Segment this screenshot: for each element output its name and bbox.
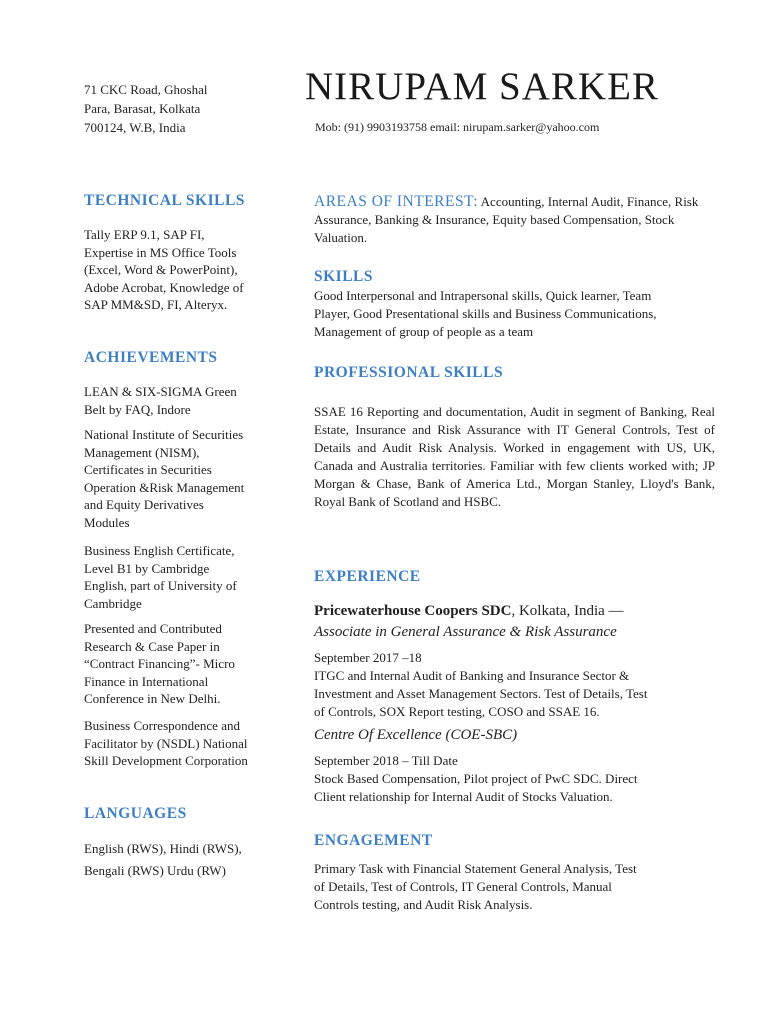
achievement-line: Research & Case Paper in	[84, 638, 220, 654]
achievement-line: Level B1 by Cambridge	[84, 560, 210, 576]
language-line: Bengali (RWS) Urdu (RW)	[84, 863, 226, 878]
entry-line: Stock Based Compensation, Pilot project of PwC SDC. Direct	[314, 771, 638, 786]
entry-date: September 2018 – Till Date	[314, 753, 458, 768]
technical-skills-text	[84, 226, 284, 314]
professional-skills-paragraph: SSAE 16 Reporting and documentation, Audit in segment of Banking, Real Estate, Insurance and Risk Assurance with IT General Controls, Test of Details and Audit Risk Analysis. Worked in engagement with US, UK, Canada and Australia territories. Familiar with few clients worked with; JP Morgan & Chase, Bank of America Ltd., Morgan Stanley, Lloyd's Bank, Royal Bank of Scotland and HSBC.	[314, 404, 715, 509]
skills-section	[314, 268, 373, 286]
professional-skills-section	[314, 364, 503, 382]
areas-of-interest-heading: AREAS OF INTEREST:	[314, 193, 479, 210]
achievement-item	[84, 717, 284, 770]
languages-section	[84, 805, 187, 823]
engagement-section	[314, 832, 433, 850]
achievement-item	[84, 383, 284, 418]
address-line: Para, Barasat, Kolkata	[84, 101, 201, 116]
achievement-item	[84, 620, 284, 708]
achievement-line: Finance in International	[84, 673, 209, 689]
achievement-line: National Institute of Securities	[84, 427, 244, 442]
unit-name: Centre Of Excellence (COE-SBC)	[314, 727, 518, 743]
languages-text	[84, 838, 284, 882]
achievement-item	[84, 542, 284, 612]
experience-entry	[314, 649, 715, 721]
experience-employer	[314, 601, 715, 643]
candidate-name: NIRUPAM SARKER	[305, 65, 659, 108]
entry-line: of Controls, SOX Report testing, COSO and SSAE 16.	[314, 704, 600, 719]
achievement-line: Operation &Risk Management	[84, 479, 245, 495]
address-line: 700124, W.B, India	[84, 120, 186, 135]
languages-heading: LANGUAGES	[84, 805, 187, 822]
achievement-line: Facilitator by (NSDL) National	[84, 735, 248, 751]
achievement-line: Presented and Contributed	[84, 621, 222, 636]
achievement-line: and Equity Derivatives	[84, 497, 204, 512]
achievements-section	[84, 349, 217, 367]
achievement-line: Modules	[84, 514, 130, 530]
engagement-line: Primary Task with Financial Statement General Analysis, Test	[314, 861, 637, 876]
achievement-line: Certificates in Securities	[84, 462, 212, 477]
achievement-line: “Contract Financing”- Micro	[84, 656, 235, 671]
achievement-item	[84, 426, 284, 531]
technical-skills-section	[84, 192, 245, 210]
entry-line: ITGC and Internal Audit of Banking and Insurance Sector &	[314, 668, 630, 683]
job-role: Associate in General Assurance & Risk Assurance	[314, 624, 617, 640]
areas-of-interest-section	[314, 193, 715, 247]
entry-line: Investment and Asset Management Sectors. Test of Details, Test	[314, 686, 648, 701]
professional-skills-text	[314, 403, 715, 511]
achievement-line: Cambridge	[84, 595, 142, 611]
experience-unit	[314, 726, 715, 744]
skills-line: Good Interpersonal and Intrapersonal skills, Quick learner, Team	[314, 288, 652, 303]
achievement-line: Business Correspondence and	[84, 718, 240, 733]
engagement-line: of Details, Test of Controls, IT General Controls, Manual	[314, 879, 612, 894]
entry-line: Client relationship for Internal Audit of Stocks Valuation.	[314, 789, 613, 804]
skills-line: Player, Good Presentational skills and Business Communications,	[314, 306, 657, 321]
achievement-line: Management (NISM),	[84, 444, 200, 460]
tech-skill-line: Expertise in MS Office Tools	[84, 244, 237, 260]
tech-skill-line: Adobe Acrobat, Knowledge of	[84, 279, 244, 295]
professional-skills-heading: PROFESSIONAL SKILLS	[314, 364, 504, 381]
achievement-line: Conference in New Delhi.	[84, 691, 221, 706]
company-name: Pricewaterhouse Coopers SDC	[314, 603, 512, 619]
engagement-line: Controls testing, and Audit Risk Analysis.	[314, 897, 533, 912]
skills-line: Management of group of people as a team	[314, 324, 534, 339]
achievement-line: LEAN & SIX-SIGMA Green	[84, 384, 237, 399]
tech-skill-line: SAP MM&SD, FI, Alteryx.	[84, 297, 228, 312]
language-line: English (RWS), Hindi (RWS),	[84, 841, 242, 856]
achievements-heading: ACHIEVEMENTS	[84, 349, 218, 366]
contact-info: Mob: (91) 9903193758 email: nirupam.sarker@yahoo.com	[315, 120, 600, 134]
tech-skill-line: Tally ERP 9.1, SAP FI,	[84, 227, 205, 242]
engagement-text	[314, 860, 715, 914]
entry-date: September 2017 –18	[314, 650, 422, 665]
areas-of-interest-text: Accounting, Internal Audit, Finance, Risk Assurance, Banking & Insurance, Equity based Compensation, Stock Valuation.	[314, 194, 699, 245]
achievement-line: English, part of University of	[84, 578, 237, 593]
address-line: 71 CKC Road, Ghoshal	[84, 82, 208, 97]
achievement-line: Belt by FAQ, Indore	[84, 401, 191, 417]
technical-skills-heading: TECHNICAL SKILLS	[84, 192, 245, 209]
experience-section	[314, 568, 421, 586]
tech-skill-line: (Excel, Word & PowerPoint),	[84, 262, 238, 277]
skills-text	[314, 287, 734, 341]
experience-entry	[314, 752, 715, 806]
address-block	[84, 80, 274, 137]
achievement-line: Business English Certificate,	[84, 543, 235, 558]
achievement-line: Skill Development Corporation	[84, 753, 248, 768]
experience-heading: EXPERIENCE	[314, 568, 421, 585]
company-location: , Kolkata, India —	[511, 603, 624, 619]
engagement-heading: ENGAGEMENT	[314, 832, 433, 849]
skills-heading: SKILLS	[314, 268, 374, 285]
